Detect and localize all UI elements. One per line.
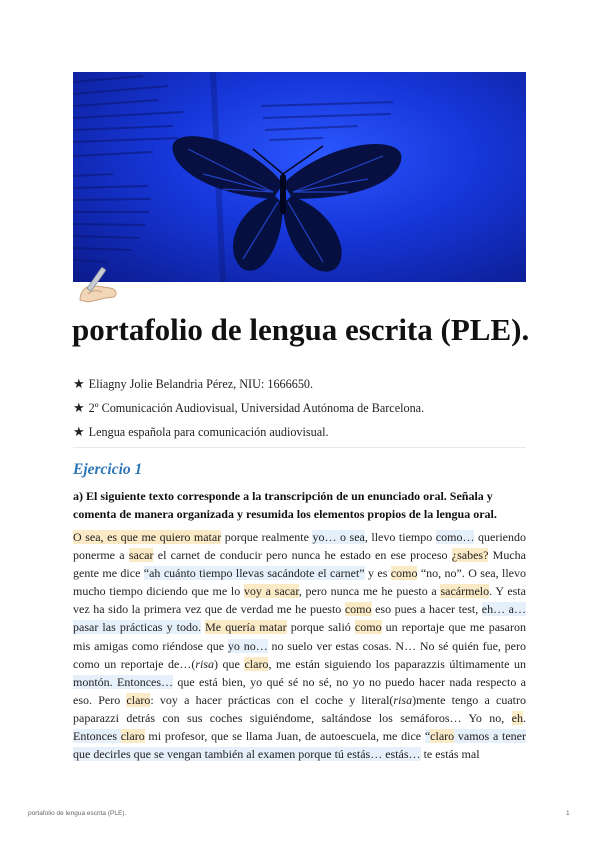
highlight-blue: pasar las prácticas y todo.: [73, 620, 202, 635]
highlight-yellow: eh: [511, 710, 523, 725]
highlight-blue: montón. Entonces…: [73, 674, 174, 689]
text-segment: como un reportaje de…(: [73, 656, 196, 671]
highlight-yellow: claro: [244, 656, 269, 671]
highlight-blue: vamos a tener: [454, 729, 526, 744]
highlight-blue: “ah cuánto tiempo llevas sacándote el carnet”: [143, 566, 365, 581]
transcript-text: [73, 528, 526, 763]
text-segment: un reportaje que me pasaron: [381, 620, 527, 635]
text-segment: no suelo ver estas cosas. N… No sé quién fue, pero: [267, 638, 527, 653]
meta-author: ★ Eliagny Jolie Belandria Pérez, NIU: 1666650.: [73, 376, 314, 391]
highlight-yellow: claro: [430, 729, 455, 744]
highlight-blue: yo… o sea: [312, 530, 365, 544]
text-segment: te estás mal: [420, 747, 480, 762]
text-segment: el carnet de conducir pero nunca he estado en ese proceso: [153, 548, 452, 563]
text-segment: eso pues a hacer test,: [371, 602, 482, 617]
page-title: portafolio de lengua escrita (PLE).: [72, 312, 530, 347]
star-icon: ★: [73, 424, 85, 439]
text-segment: porque salió: [286, 620, 355, 635]
star-icon: ★: [73, 376, 85, 391]
text-segment: queriendo: [474, 530, 526, 544]
highlight-yellow: ¿sabes?: [451, 548, 489, 563]
text-segment: .: [523, 710, 526, 725]
writing-hand-emoji-icon: [76, 264, 122, 304]
highlight-yellow: sacármelo: [440, 584, 490, 599]
text-segment: gente me dice: [73, 566, 144, 581]
text-segment: )mente tengo a cuatro: [412, 692, 526, 707]
footer-title: portafolio de lengua escrita (PLE).: [28, 810, 127, 817]
transcript-line: [73, 528, 526, 546]
text-segment: mucho tiempo diciendo que me lo: [73, 584, 244, 599]
italic-annotation: risa: [393, 692, 413, 707]
highlight-yellow: O sea, es que me quiero matar: [73, 530, 222, 544]
highlight-blue: Entonces: [73, 729, 121, 744]
highlight-blue: yo no…: [227, 638, 268, 653]
text-segment: . Y esta: [489, 584, 526, 599]
highlight-yellow: voy a sacar: [243, 584, 299, 599]
section-divider: [73, 447, 526, 448]
text-segment: eso. Pero: [73, 692, 127, 707]
transcript-line: [73, 582, 526, 600]
cover-image: [73, 72, 526, 282]
text-segment: paparazzi detrás con sus coches siguiéndome, saltándose los semáforos… Yo no,: [73, 710, 512, 725]
meta-course: ★ 2º Comunicación Audiovisual, Universidad Autónoma de Barcelona.: [73, 400, 425, 415]
text-segment: que está bien, yo qué sé no sé, no yo no puedo hacer nada respecto a: [173, 674, 526, 689]
transcript-line: [73, 655, 526, 673]
butterfly-book-illustration: [73, 72, 526, 282]
highlight-yellow: claro: [120, 729, 145, 744]
highlight-yellow: claro: [126, 692, 151, 707]
highlight-blue: eh… a…: [481, 602, 526, 617]
text-segment: , me están siguiendo los paparazzis últimamente un: [268, 656, 526, 671]
text-segment: , llevo tiempo: [364, 530, 436, 544]
page-number: 1: [566, 810, 570, 817]
highlight-yellow: como: [344, 602, 372, 617]
text-segment: mi profesor, que se llama Juan, de autoescuela, me dice: [144, 729, 425, 744]
highlight-blue: “: [424, 729, 431, 744]
text-segment: : voy a hacer prácticas con el coche y literal(: [150, 692, 394, 707]
transcript-line: [73, 600, 526, 618]
meta-subject: ★ Lengua española para comunicación audiovisual.: [73, 424, 329, 439]
highlight-yellow: Me quería matar: [205, 620, 287, 635]
transcript-line: [73, 691, 526, 709]
transcript-line: [73, 745, 526, 763]
star-icon: ★: [73, 400, 85, 415]
transcript-line: [73, 673, 526, 691]
text-segment: ) que: [214, 656, 245, 671]
text-segment: “no, no”. O sea, llevo: [417, 566, 526, 581]
text-segment: y es: [364, 566, 391, 581]
transcript-line: [73, 618, 526, 636]
highlight-blue: que decirles que se vengan también al examen porque tú estás… estás…: [73, 747, 421, 762]
transcript-line: [73, 709, 526, 727]
highlight-yellow: como: [354, 620, 382, 635]
italic-annotation: risa: [195, 656, 214, 671]
text-segment: vez ha sido la primera vez que de verdad me he puesto: [73, 602, 345, 617]
transcript-line: [73, 546, 526, 564]
text-segment: ponerme a: [73, 548, 129, 563]
text-segment: Mucha: [488, 548, 527, 563]
exercise-title: Ejercicio 1: [73, 461, 143, 478]
transcript-line: [73, 727, 526, 745]
text-segment: , pero nunca me he puesto a: [298, 584, 441, 599]
highlight-yellow: como: [390, 566, 418, 581]
exercise-question: a) El siguiente texto corresponde a la transcripción de un enunciado oral. Señala y comenta de manera organizada y resumida los elementos propios de la lengua oral.: [73, 489, 497, 521]
transcript-line: [73, 564, 526, 582]
text-segment: porque realmente: [221, 530, 313, 544]
transcript-line: [73, 637, 526, 655]
highlight-blue: como…: [435, 530, 475, 544]
text-segment: mis amigas como riéndose que: [73, 638, 228, 653]
highlight-yellow: sacar: [128, 548, 154, 563]
